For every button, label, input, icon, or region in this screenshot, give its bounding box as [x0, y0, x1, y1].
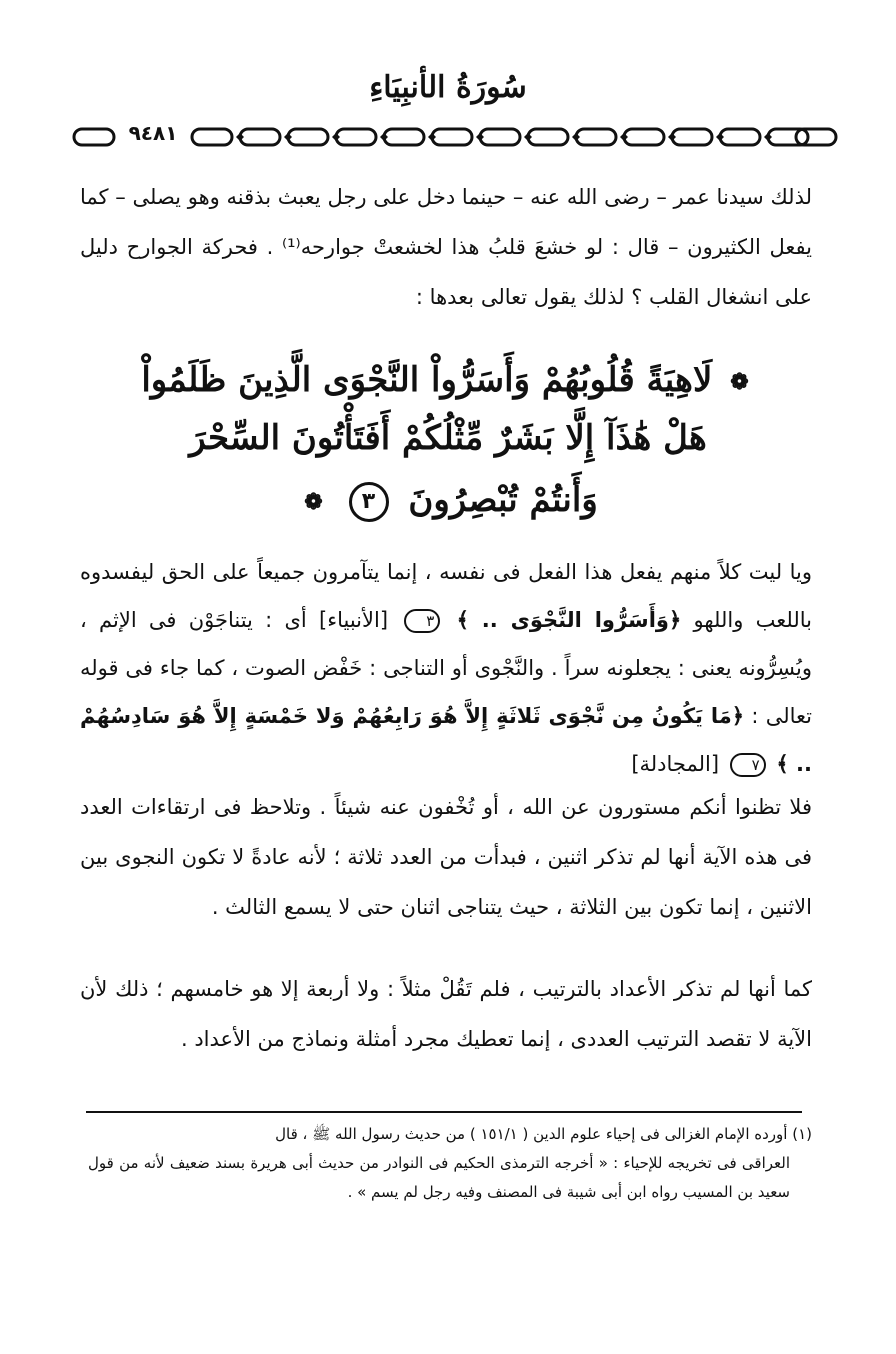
footnote-divider: [86, 1111, 802, 1113]
quote-1-ayah-number: ٣: [404, 609, 440, 633]
footnote-line-1: (١) أورده الإمام الغزالى فى إحياء علوم الدين ( ١٥١/١ ) من حديث رسول الله ﷺ ، قال: [275, 1125, 812, 1143]
quote-2-surah-ref: [المجادلة]: [631, 752, 720, 776]
quran-quote-1: ﴿وَأَسَرُّوا النَّجْوَى .. ﴾: [456, 608, 682, 632]
paragraph-intro: لذلك سيدنا عمر – رضى الله عنه – حينما دخل على رجل يعبث بذقنه وهو يصلى – كما يفعل الكثيرون – قال : لو خشعَ قلبُ هذا لخشعتْ جوارحه⁽¹⁾ . فحركة الجوارح دليل على انشغال القلب ؟ لذلك يقول تعالى بعدها :: [80, 185, 812, 309]
verse-line-1: [100, 360, 796, 400]
verse-line-1-text: لَاهِيَةً قُلُوبُهُمْ وَأَسَرُّواْ النَّجْوَى الَّذِينَ ظَلَمُواْ: [141, 360, 713, 400]
footnote: [88, 1120, 812, 1207]
paragraph-numbers: فلا تظنوا أنكم مستورون عن الله ، أو تُخْفون عنه شيئاً . وتلاحظ فى ارتقاءات العدد فى هذه الآية أنها لم تذكر اثنين ، فبدأت من العدد ثلاثة ؛ لأنه عادةً لا تكون النجوى بين الاثنين ، إنما تكون بين الثلاثة ، حيث يتناجى اثنان حتى لا يسمع الثالث .: [80, 795, 812, 919]
quote-2-ayah-number: ٧: [730, 753, 766, 777]
paragraph-2-middle: أى : يتناجَوْن فى الإثم ، ويُسِرُّونه يعنى : يجعلونه سراً . والنَّجْوى أو التناجى : خَفْض الصوت ، كما جاء فى قوله تعالى :: [80, 608, 812, 728]
verse-line-3: [100, 480, 796, 522]
verse-close-ornament-icon: ❁: [304, 489, 323, 515]
ayah-number-badge: ٣: [349, 482, 389, 522]
surah-title: سُورَةُ الأنبِيَاءِ: [369, 70, 527, 105]
verse-open-ornament-icon: ❁: [730, 369, 749, 395]
quran-quote-2: ﴿مَا يَكُونُ مِن نَّجْوَى ثَلاثَةٍ إِلاَّ هُوَ رَابِعُهُمْ وَلا خَمْسَةٍ إِلاَّ هُوَ سَادِسُهُمْ .. ﴾: [80, 704, 812, 776]
footnote-line-2: العراقى فى تخريجه للإحياء : « أخرجه الترمذى الحكيم فى النوادر من حديث أبى هريرة بسند ضعيف لأنه من قول سعيد بن المسيب رواه ابن أبى شيبة فى المصنف وفيه رجل لم يسم » .: [88, 1154, 790, 1201]
page-number: ٩٤٨١: [118, 116, 188, 150]
paragraph-order: كما أنها لم تذكر الأعداد بالترتيب ، فلم تَقُلْ مثلاً : ولا أربعة إلا هو خامسهم ؛ ذلك لأن الآية لا تقصد الترتيب العددى ، إنما تعطيك مجرد أمثلة ونماذج من الأعداد .: [80, 977, 812, 1051]
paragraph-explanation: [80, 548, 812, 788]
verse-line-3-text: وَأَنتُمْ تُبْصِرُونَ: [408, 480, 598, 520]
paragraph-2-intro: ويا ليت كلاً منهم يفعل هذا الفعل فى نفسه ، إنما يتآمرون جميعاً على الحق ليفسدوه باللعب واللهو: [80, 560, 812, 632]
quote-1-surah-ref: [الأنبياء]: [319, 608, 389, 632]
verse-line-2: هَلْ هَٰذَآ إِلَّا بَشَرٌ مِّثْلُكُمْ أَفَتَأْتُونَ السِّحْرَ: [189, 418, 707, 458]
